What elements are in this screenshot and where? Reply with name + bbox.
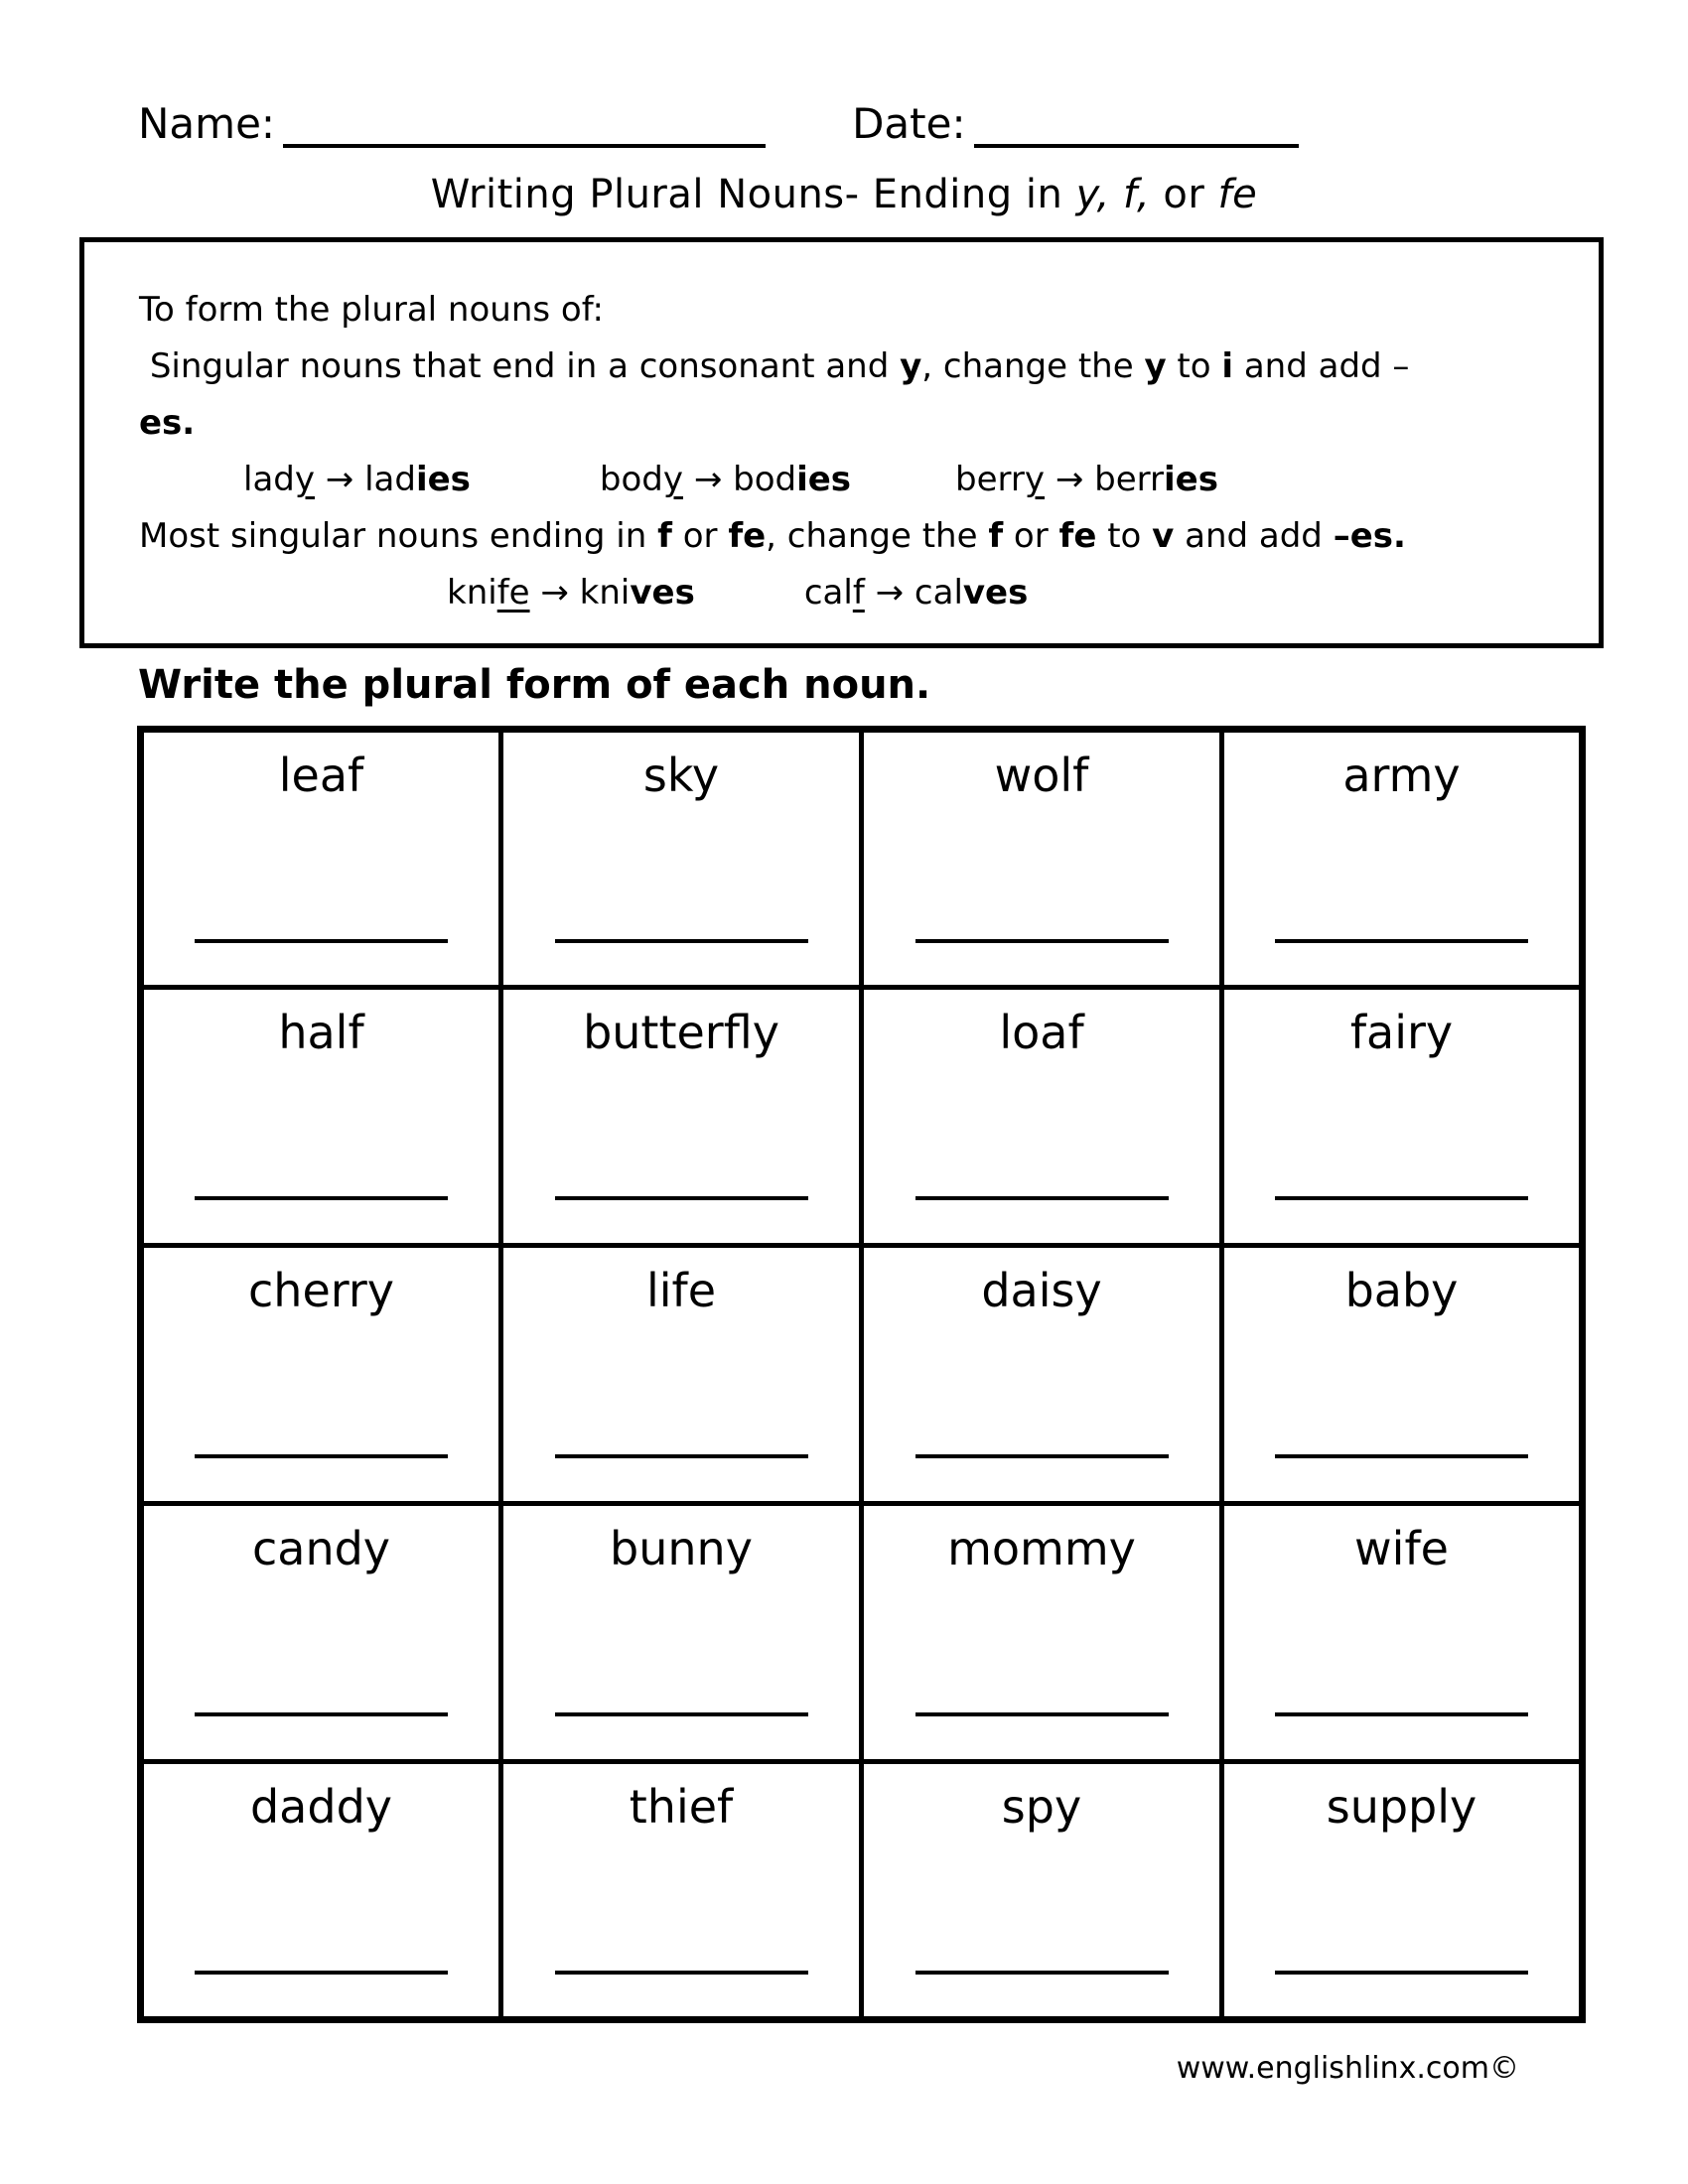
text-segment: bod — [599, 460, 663, 499]
text-segment: fe — [496, 573, 530, 613]
noun-cell — [1222, 1246, 1583, 1504]
answer-blank[interactable] — [1275, 1712, 1528, 1716]
text-segment: and add – — [1233, 346, 1410, 386]
noun-cell — [501, 730, 862, 988]
text-segment: → kni — [529, 573, 631, 613]
text-segment: y — [900, 346, 922, 386]
instruction-rule-y-continued — [139, 395, 1561, 452]
answer-blank[interactable] — [915, 1712, 1169, 1716]
answer-blank[interactable] — [915, 1196, 1169, 1200]
instruction-rule-f — [139, 508, 1561, 565]
text-segment: fe — [728, 516, 767, 556]
text-segment: v — [1152, 516, 1175, 556]
text-segment: and add — [1174, 516, 1334, 556]
worksheet-title — [0, 172, 1688, 217]
example-calf — [804, 565, 1029, 621]
noun-cell — [141, 1504, 501, 1762]
table-row — [141, 1762, 1583, 2020]
text-segment: Writing Plural Nouns- Ending in — [430, 172, 1076, 217]
answer-blank[interactable] — [555, 939, 808, 943]
noun-word: bunny — [610, 1522, 753, 1575]
answer-blank[interactable] — [1275, 1971, 1528, 1975]
noun-word: wife — [1354, 1522, 1449, 1575]
noun-cell — [141, 1762, 501, 2020]
examples-row-y — [139, 452, 1561, 508]
text-segment: i — [1221, 346, 1234, 386]
answer-blank[interactable] — [555, 1196, 808, 1200]
example-lady — [243, 452, 471, 508]
noun-word: thief — [629, 1780, 734, 1834]
instructions-box — [79, 237, 1604, 648]
text-segment: ves — [962, 573, 1029, 613]
noun-cell — [862, 730, 1222, 988]
noun-cell — [1222, 1762, 1583, 2020]
answer-blank[interactable] — [555, 1712, 808, 1716]
noun-word: life — [645, 1264, 717, 1317]
answer-blank[interactable] — [1275, 1454, 1528, 1458]
answer-blank[interactable] — [915, 1971, 1169, 1975]
answer-blank[interactable] — [915, 939, 1169, 943]
noun-word: leaf — [278, 749, 364, 802]
noun-word: half — [278, 1006, 364, 1059]
noun-word: wolf — [994, 749, 1089, 802]
noun-cell — [862, 988, 1222, 1246]
text-segment: es. — [139, 403, 196, 443]
text-segment: ves — [630, 573, 695, 613]
text-segment: –es. — [1333, 516, 1406, 556]
table-row — [141, 1504, 1583, 1762]
text-segment: f — [657, 516, 672, 556]
table-row — [141, 730, 1583, 988]
noun-grid — [137, 726, 1586, 2023]
noun-cell — [1222, 730, 1583, 988]
examples-row-f — [139, 565, 1561, 621]
answer-blank[interactable] — [555, 1454, 808, 1458]
text-segment: ies — [1164, 460, 1218, 499]
text-segment: fe — [1058, 516, 1097, 556]
noun-cell — [501, 988, 862, 1246]
answer-blank[interactable] — [195, 939, 448, 943]
text-segment: → cal — [864, 573, 963, 613]
answer-blank[interactable] — [195, 1971, 448, 1975]
name-input-line[interactable] — [283, 102, 766, 148]
noun-word: candy — [251, 1522, 391, 1575]
noun-cell — [501, 1504, 862, 1762]
text-segment: berr — [955, 460, 1025, 499]
answer-blank[interactable] — [195, 1454, 448, 1458]
noun-word: mommy — [947, 1522, 1136, 1575]
text-segment: y, f, — [1075, 172, 1151, 217]
noun-cell — [141, 1246, 501, 1504]
noun-cell — [862, 1504, 1222, 1762]
noun-cell — [501, 1246, 862, 1504]
noun-word: baby — [1344, 1264, 1459, 1317]
text-segment: to — [1166, 346, 1222, 386]
answer-blank[interactable] — [1275, 1196, 1528, 1200]
example-body — [600, 452, 851, 508]
prompt-text: Write the plural form of each noun. — [138, 662, 931, 708]
noun-word: cherry — [248, 1264, 394, 1317]
text-segment: lad — [243, 460, 295, 499]
text-segment: , change the — [921, 346, 1145, 386]
noun-word: spy — [1001, 1780, 1082, 1834]
text-segment: → berr — [1045, 460, 1164, 499]
noun-word: supply — [1326, 1780, 1477, 1834]
text-segment: Singular nouns that end in a consonant and — [139, 346, 901, 386]
noun-cell — [862, 1762, 1222, 2020]
date-label: Date: — [852, 99, 966, 148]
noun-cell — [1222, 988, 1583, 1246]
noun-cell — [141, 730, 501, 988]
noun-grid-body — [141, 730, 1583, 2020]
text-segment: or — [1003, 516, 1059, 556]
noun-word: loaf — [999, 1006, 1084, 1059]
footer-url: www.englishlinx.com© — [1176, 2051, 1519, 2086]
text-segment: → bod — [683, 460, 797, 499]
example-knife — [447, 565, 695, 621]
header — [138, 99, 1688, 148]
text-segment: or — [671, 516, 729, 556]
text-segment: or — [1150, 172, 1218, 217]
table-row — [141, 1246, 1583, 1504]
name-label: Name: — [138, 99, 276, 148]
noun-cell — [1222, 1504, 1583, 1762]
answer-blank[interactable] — [555, 1971, 808, 1975]
table-row — [141, 988, 1583, 1246]
noun-cell — [501, 1762, 862, 2020]
text-segment: , change the — [766, 516, 989, 556]
noun-cell — [862, 1246, 1222, 1504]
noun-word: fairy — [1349, 1006, 1454, 1059]
text-segment: f — [852, 573, 865, 613]
instruction-intro — [139, 282, 1561, 339]
text-segment: fe — [1217, 172, 1258, 217]
answer-blank[interactable] — [915, 1454, 1169, 1458]
answer-blank[interactable] — [195, 1196, 448, 1200]
noun-word: daddy — [249, 1780, 392, 1834]
text-segment: cal — [803, 573, 853, 613]
noun-word: butterfly — [583, 1006, 779, 1059]
noun-cell — [141, 988, 501, 1246]
text-segment: to — [1096, 516, 1153, 556]
text-segment: ies — [415, 460, 471, 499]
text-segment: → lad — [315, 460, 416, 499]
text-segment: y — [1144, 346, 1167, 386]
text-segment: To form the plural nouns of: — [139, 290, 604, 330]
noun-word: sky — [642, 749, 720, 802]
text-segment: kni — [447, 573, 497, 613]
text-segment: y — [1024, 460, 1046, 499]
text-segment: y — [294, 460, 315, 499]
answer-blank[interactable] — [195, 1712, 448, 1716]
date-input-line[interactable] — [974, 102, 1299, 148]
answer-blank[interactable] — [1275, 939, 1528, 943]
text-segment: y — [662, 460, 684, 499]
text-segment: f — [988, 516, 1004, 556]
instruction-rule-y — [139, 339, 1561, 395]
example-berry — [955, 452, 1218, 508]
text-segment: ies — [796, 460, 852, 499]
text-segment: Most singular nouns ending in — [139, 516, 658, 556]
noun-word: army — [1342, 749, 1461, 802]
noun-word: daisy — [981, 1264, 1102, 1317]
